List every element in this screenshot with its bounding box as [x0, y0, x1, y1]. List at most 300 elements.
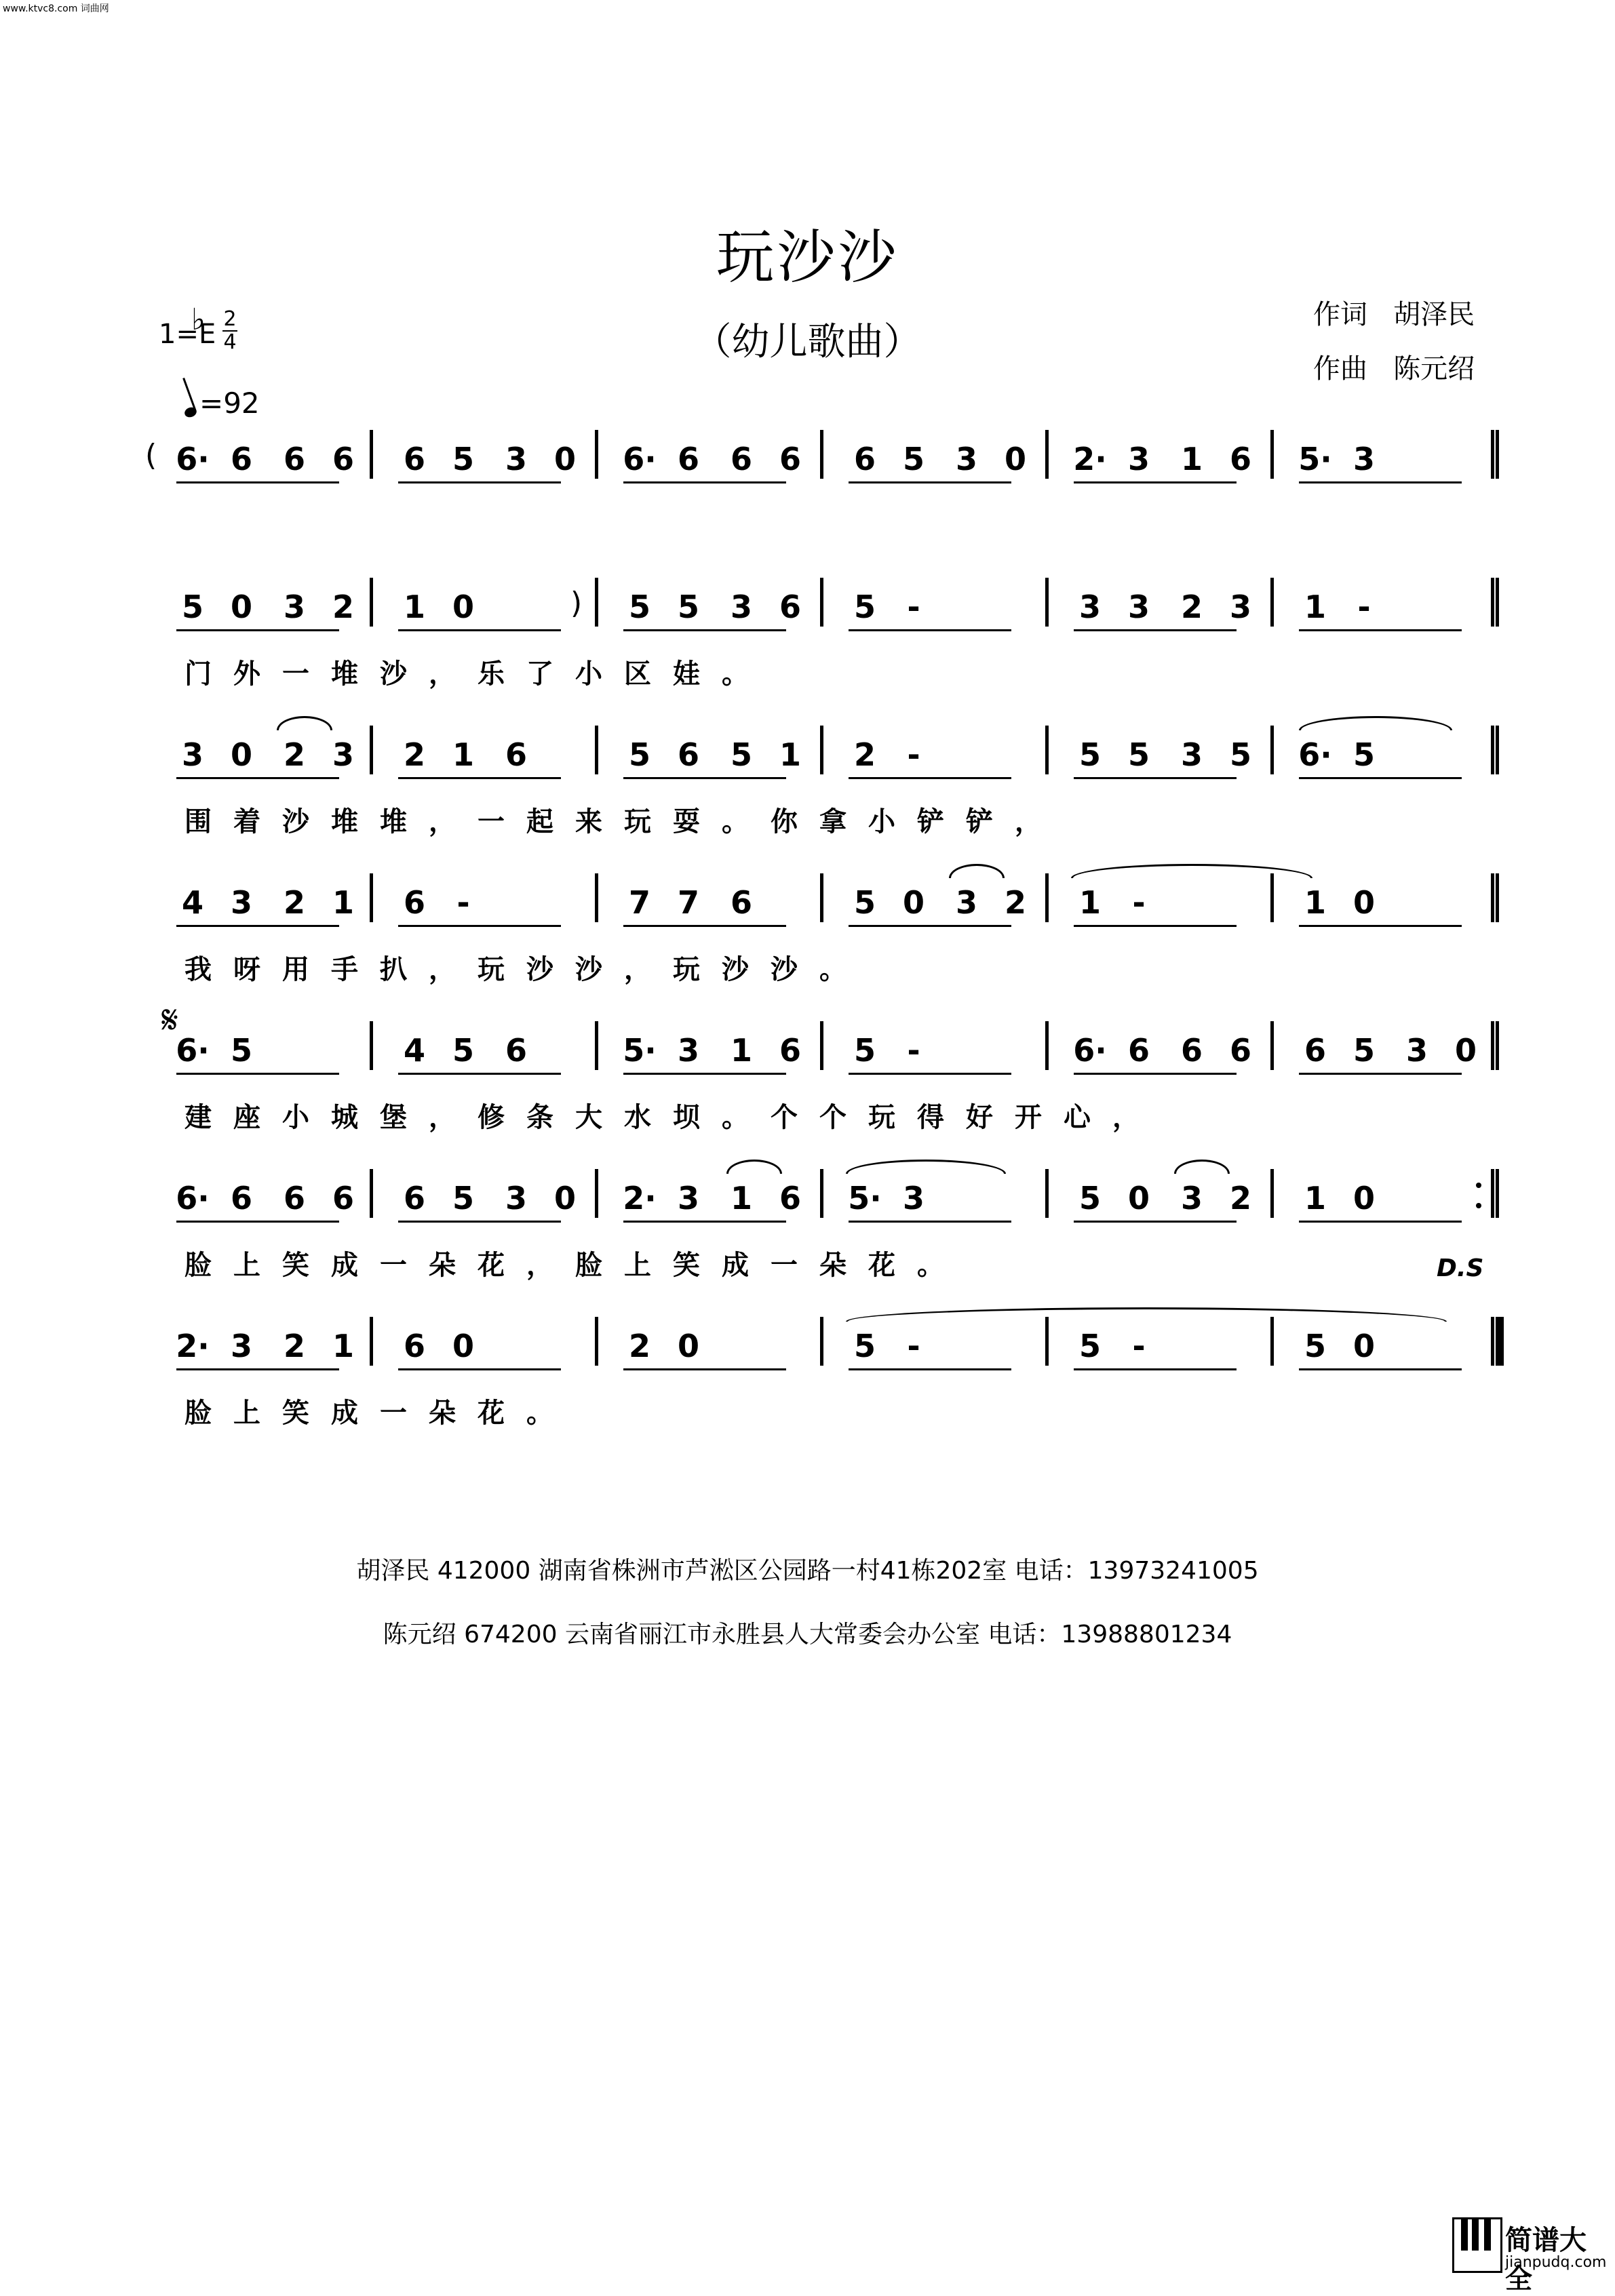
- barline: [595, 1317, 598, 1366]
- barline: [820, 578, 823, 627]
- beam-underline: [623, 777, 786, 779]
- lyric-syllable: 一: [380, 1398, 407, 1429]
- lyric-syllable: 小: [868, 806, 895, 837]
- lyric-syllable: 玩: [868, 1102, 895, 1133]
- note: 5: [452, 441, 474, 477]
- note: -: [1357, 589, 1371, 625]
- lyric-syllable: 笑: [282, 1398, 309, 1429]
- beam-underline: [623, 481, 786, 483]
- lyric-syllable: 沙: [722, 954, 749, 985]
- barline: [595, 873, 598, 922]
- note: 2·: [623, 1180, 657, 1216]
- note: -: [456, 884, 470, 921]
- segno-sign: 𝄋: [161, 997, 178, 1043]
- note: 5·: [1298, 441, 1332, 477]
- note: 5: [1353, 1032, 1375, 1069]
- note: 5: [730, 736, 752, 773]
- barline: [1496, 873, 1499, 922]
- lyric-syllable: 朵: [429, 1398, 456, 1429]
- note: 6: [779, 589, 801, 625]
- note: 3: [1180, 1180, 1203, 1216]
- composer-credit: [1313, 347, 1475, 386]
- lyric-syllable: ，: [429, 1102, 456, 1133]
- beam-underline: [1299, 1221, 1462, 1223]
- lyric-syllable: 沙: [282, 806, 309, 837]
- beam-underline: [398, 1368, 561, 1370]
- beam-underline: [398, 629, 561, 631]
- lyric-syllable: 上: [233, 1250, 260, 1281]
- lyric-syllable: 耍: [673, 806, 700, 837]
- note: 0: [1353, 1180, 1375, 1216]
- lyric-syllable: ，: [429, 658, 456, 690]
- note: 1: [730, 1032, 752, 1069]
- note: 5: [1229, 736, 1251, 773]
- song-subtitle: （幼儿歌曲）: [693, 320, 922, 364]
- note: 5: [628, 589, 650, 625]
- note: 6·: [1073, 1032, 1107, 1069]
- note: 3: [283, 589, 305, 625]
- lyric-syllable: 成: [331, 1398, 358, 1429]
- lyric-syllable: 建: [184, 1102, 212, 1133]
- note: 1: [730, 1180, 752, 1216]
- note: 3: [1229, 589, 1251, 625]
- lyric-syllable: 花: [478, 1398, 505, 1429]
- barline: [1496, 578, 1499, 627]
- lyric-syllable: ，: [1112, 1102, 1140, 1133]
- note: 6: [283, 441, 305, 477]
- note: 2: [283, 1328, 305, 1364]
- note: 0: [553, 441, 576, 477]
- barline: [595, 578, 598, 627]
- lyric-syllable: 好: [966, 1102, 993, 1133]
- lyric-syllable: ，: [429, 806, 456, 837]
- note: 6: [677, 736, 699, 773]
- note: 2: [283, 884, 305, 921]
- note: 6: [1229, 1032, 1251, 1069]
- closing-paren: ): [570, 586, 583, 620]
- note: 2·: [176, 1328, 210, 1364]
- note: 3: [1180, 736, 1203, 773]
- note: 6·: [176, 1032, 210, 1069]
- opening-paren: (: [145, 438, 157, 473]
- lyric-syllable: 沙: [380, 658, 407, 690]
- beam-underline: [849, 777, 1011, 779]
- lyric-syllable: 一: [771, 1250, 798, 1281]
- note: 3: [1405, 1032, 1428, 1069]
- note: 6: [1127, 1032, 1150, 1069]
- note: 5: [1078, 736, 1101, 773]
- note: 0: [1454, 1032, 1477, 1069]
- note: 3: [955, 884, 977, 921]
- beam-underline: [1299, 925, 1462, 927]
- lyric-syllable: 。: [917, 1250, 944, 1281]
- barline: [370, 873, 373, 922]
- barline: [595, 1169, 598, 1218]
- note: 5: [853, 589, 876, 625]
- lyric-syllable: 了: [526, 658, 553, 690]
- barline: [1496, 726, 1499, 774]
- note: -: [1132, 1328, 1146, 1364]
- beam-underline: [1299, 1368, 1462, 1370]
- note: 6: [283, 1180, 305, 1216]
- note: 5: [1078, 1180, 1101, 1216]
- note: 5·: [848, 1180, 882, 1216]
- lyric-syllable: ，: [429, 954, 456, 985]
- note: 6: [730, 884, 752, 921]
- barline: [370, 430, 373, 479]
- lyric-syllable: 坝: [673, 1102, 700, 1133]
- lyric-syllable: 朵: [819, 1250, 847, 1281]
- lyric-syllable: 花: [478, 1250, 505, 1281]
- composer-name: 陈元绍: [1393, 353, 1475, 384]
- note: 5: [1353, 736, 1375, 773]
- lyric-syllable: 一: [380, 1250, 407, 1281]
- note: 0: [1353, 884, 1375, 921]
- note: 2: [853, 736, 876, 773]
- note: 0: [902, 884, 925, 921]
- barline: [820, 1021, 823, 1070]
- lyric-syllable: 着: [233, 806, 260, 837]
- note: -: [907, 1328, 920, 1364]
- lyric-syllable: ，: [526, 1250, 553, 1281]
- lyric-syllable: 一: [282, 658, 309, 690]
- key-prefix: 1=: [159, 319, 199, 350]
- note: 3: [1127, 589, 1150, 625]
- slur: [1071, 864, 1312, 878]
- note: 3: [955, 441, 977, 477]
- song-title: 玩沙沙: [716, 224, 899, 292]
- note: 6·: [623, 441, 657, 477]
- beam-underline: [398, 1073, 561, 1075]
- note: 0: [677, 1328, 699, 1364]
- lyric-syllable: 脸: [184, 1250, 212, 1281]
- note: 5: [1078, 1328, 1101, 1364]
- lyric-syllable: 来: [575, 806, 602, 837]
- barline: [1270, 1169, 1274, 1218]
- piano-icon: [1452, 2217, 1502, 2273]
- note: 1: [1180, 441, 1203, 477]
- lyric-syllable: 成: [722, 1250, 749, 1281]
- note: 1: [1304, 589, 1326, 625]
- note: 2: [1229, 1180, 1251, 1216]
- beam-underline: [1074, 629, 1237, 631]
- barline: [820, 1169, 823, 1218]
- note: 7: [628, 884, 650, 921]
- beam-underline: [623, 629, 786, 631]
- lyric-syllable: 拿: [819, 806, 847, 837]
- barline: [1496, 1021, 1499, 1070]
- lyric-syllable: 堆: [331, 658, 358, 690]
- slur: [846, 1307, 1447, 1322]
- note: 3: [1127, 441, 1150, 477]
- beam-underline: [176, 629, 339, 631]
- flat-symbol: ♭: [191, 302, 206, 337]
- beam-underline: [1299, 1073, 1462, 1075]
- note: 0: [452, 1328, 474, 1364]
- note: 0: [230, 589, 252, 625]
- lyric-syllable: 大: [575, 1102, 602, 1133]
- note: 1: [779, 736, 801, 773]
- note: 3: [677, 1032, 699, 1069]
- beam-underline: [1074, 1368, 1237, 1370]
- barline: [1491, 726, 1494, 774]
- note: 5: [853, 884, 876, 921]
- final-barline: [1498, 1317, 1504, 1366]
- barline: [1045, 1169, 1049, 1218]
- lyric-syllable: 门: [184, 658, 212, 690]
- note: 5·: [623, 1032, 657, 1069]
- lyric-syllable: 玩: [478, 954, 505, 985]
- note: 6·: [176, 441, 210, 477]
- lyric-syllable: 扒: [380, 954, 407, 985]
- lyric-syllable: 条: [526, 1102, 553, 1133]
- lyric-syllable: 笑: [673, 1250, 700, 1281]
- beam-underline: [1074, 1221, 1237, 1223]
- note: 6: [403, 441, 425, 477]
- lyric-syllable: 乐: [478, 658, 505, 690]
- repeat-dot: [1476, 1203, 1481, 1208]
- note: 5: [1127, 736, 1150, 773]
- note: 0: [553, 1180, 576, 1216]
- repeat-dot: [1476, 1183, 1481, 1188]
- barline: [820, 726, 823, 774]
- beam-underline: [1074, 1073, 1237, 1075]
- note: 6: [853, 441, 876, 477]
- note: 6: [779, 1180, 801, 1216]
- note: 5: [853, 1328, 876, 1364]
- note: 7: [677, 884, 699, 921]
- note: 1: [452, 736, 474, 773]
- barline: [1491, 578, 1494, 627]
- lyric-syllable: 堆: [380, 806, 407, 837]
- lyric-syllable: 沙: [575, 954, 602, 985]
- quarter-note-icon: [183, 405, 198, 418]
- beam-underline: [1074, 925, 1237, 927]
- note: 2: [1180, 589, 1203, 625]
- beam-underline: [623, 1368, 786, 1370]
- note: 3: [505, 1180, 527, 1216]
- barline: [370, 1169, 373, 1218]
- note: 3: [677, 1180, 699, 1216]
- barline: [1045, 726, 1049, 774]
- logo-url: jianpudq.com: [1505, 2254, 1607, 2271]
- slur: [1174, 1160, 1230, 1174]
- barline: [370, 578, 373, 627]
- slur: [846, 1160, 1006, 1174]
- lyric-syllable: 。: [722, 1102, 749, 1133]
- note: 1: [403, 589, 425, 625]
- lyric-syllable: 区: [624, 658, 651, 690]
- slur: [726, 1160, 782, 1174]
- note: 5: [902, 441, 925, 477]
- note: 6: [1304, 1032, 1326, 1069]
- barline: [1491, 1021, 1494, 1070]
- beam-underline: [176, 925, 339, 927]
- note: 3: [181, 736, 203, 773]
- note: 0: [230, 736, 252, 773]
- beam-underline: [1299, 481, 1462, 483]
- beam-underline: [1074, 481, 1237, 483]
- beam-underline: [1074, 777, 1237, 779]
- barline: [595, 430, 598, 479]
- note: 3: [505, 441, 527, 477]
- note: 0: [1127, 1180, 1150, 1216]
- lyric-syllable: 花: [868, 1250, 895, 1281]
- note: 1: [332, 1328, 354, 1364]
- note: 5: [853, 1032, 876, 1069]
- lyric-syllable: 你: [771, 806, 798, 837]
- note: 6: [730, 441, 752, 477]
- ds-marking: D.S: [1437, 1254, 1484, 1282]
- note: 5: [1304, 1328, 1326, 1364]
- note: 2·: [1073, 441, 1107, 477]
- lyric-syllable: 个: [819, 1102, 847, 1133]
- beam-underline: [1299, 629, 1462, 631]
- time-signature-top: 2: [223, 307, 237, 331]
- beam-underline: [849, 1221, 1011, 1223]
- lyric-syllable: 朵: [429, 1250, 456, 1281]
- barline: [1270, 1317, 1274, 1366]
- lyric-syllable: 围: [184, 806, 212, 837]
- barline: [820, 1317, 823, 1366]
- note: 6: [332, 441, 354, 477]
- barline: [1491, 873, 1494, 922]
- note: 2: [332, 589, 354, 625]
- beam-underline: [398, 1221, 561, 1223]
- note: 6: [505, 736, 527, 773]
- beam-underline: [623, 925, 786, 927]
- barline: [370, 1021, 373, 1070]
- note: 3: [730, 589, 752, 625]
- beam-underline: [176, 1368, 339, 1370]
- note: 6·: [1298, 736, 1332, 773]
- lyric-syllable: 上: [233, 1398, 260, 1429]
- barline: [1496, 1169, 1499, 1218]
- note: 2: [1004, 884, 1026, 921]
- note: 3: [230, 884, 252, 921]
- lyric-syllable: 水: [624, 1102, 651, 1133]
- lyric-syllable: 上: [624, 1250, 651, 1281]
- lyric-syllable: 座: [233, 1102, 260, 1133]
- lyric-syllable: ，: [624, 954, 651, 985]
- lyric-syllable: 。: [819, 954, 847, 985]
- lyric-syllable: 脸: [575, 1250, 602, 1281]
- lyric-syllable: 。: [722, 806, 749, 837]
- barline: [1045, 1317, 1049, 1366]
- lyricist-name: 胡泽民: [1393, 299, 1475, 330]
- lyric-syllable: 一: [478, 806, 505, 837]
- note: 5: [628, 736, 650, 773]
- note: 3: [332, 736, 354, 773]
- lyric-syllable: 我: [184, 954, 212, 985]
- lyric-syllable: 铲: [966, 806, 993, 837]
- barline: [1045, 430, 1049, 479]
- note: 6: [1180, 1032, 1203, 1069]
- barline: [820, 430, 823, 479]
- barline: [1270, 726, 1274, 774]
- note: 3: [230, 1328, 252, 1364]
- beam-underline: [398, 925, 561, 927]
- note: 3: [1078, 589, 1101, 625]
- barline: [1496, 430, 1499, 479]
- barline: [370, 1317, 373, 1366]
- lyric-syllable: 。: [722, 658, 749, 690]
- note: -: [907, 1032, 920, 1069]
- lyric-syllable: 脸: [184, 1398, 212, 1429]
- barline: [1270, 430, 1274, 479]
- note: 5: [452, 1032, 474, 1069]
- lyricist-credit: [1313, 293, 1475, 332]
- beam-underline: [398, 481, 561, 483]
- note: 5: [452, 1180, 474, 1216]
- beam-underline: [623, 1221, 786, 1223]
- barline: [1270, 578, 1274, 627]
- note: 6: [403, 1328, 425, 1364]
- note: 6: [332, 1180, 354, 1216]
- barline: [1045, 1021, 1049, 1070]
- lyricist-label: 作词: [1313, 299, 1367, 330]
- note: 6: [230, 1180, 252, 1216]
- note: 2: [628, 1328, 650, 1364]
- lyric-syllable: 外: [233, 658, 260, 690]
- barline: [1491, 1317, 1494, 1366]
- note: 6: [403, 1180, 425, 1216]
- note: 1: [1304, 1180, 1326, 1216]
- lyric-syllable: 娃: [673, 658, 700, 690]
- barline: [595, 1021, 598, 1070]
- lyric-syllable: 笑: [282, 1250, 309, 1281]
- barline: [1270, 1021, 1274, 1070]
- lyric-syllable: ，: [1015, 806, 1042, 837]
- footer-line-1: 胡泽民 412000 湖南省株洲市芦淞区公园路一村41栋202室 电话：13973241005: [356, 1557, 1259, 1585]
- time-signature: [222, 309, 237, 353]
- logo-name: 简谱大全: [1505, 2225, 1587, 2295]
- lyric-syllable: 得: [917, 1102, 944, 1133]
- note: 2: [403, 736, 425, 773]
- lyric-syllable: 小: [575, 658, 602, 690]
- note: 6: [779, 441, 801, 477]
- footer-line-2: 陈元绍 674200 云南省丽江市永胜县人大常委会办公室 电话：13988801234: [383, 1621, 1232, 1648]
- note: -: [1132, 884, 1146, 921]
- note: 3: [1353, 441, 1375, 477]
- beam-underline: [849, 925, 1011, 927]
- lyric-syllable: 修: [478, 1102, 505, 1133]
- time-signature-bottom: 4: [223, 330, 237, 354]
- note: 6: [403, 884, 425, 921]
- barline: [1270, 873, 1274, 922]
- lyric-syllable: 心: [1064, 1102, 1091, 1133]
- lyric-syllable: 用: [282, 954, 309, 985]
- lyric-syllable: 开: [1015, 1102, 1042, 1133]
- lyric-syllable: 堡: [380, 1102, 407, 1133]
- note: 6: [505, 1032, 527, 1069]
- note: 5: [181, 589, 203, 625]
- beam-underline: [176, 1221, 339, 1223]
- composer-label: 作曲: [1313, 353, 1367, 384]
- note: 6: [230, 441, 252, 477]
- lyric-syllable: 城: [331, 1102, 358, 1133]
- barline: [1491, 1169, 1494, 1218]
- note: 1: [1078, 884, 1101, 921]
- lyric-syllable: 。: [526, 1398, 553, 1429]
- barline: [1491, 430, 1494, 479]
- lyric-syllable: 沙: [771, 954, 798, 985]
- lyric-syllable: 呀: [233, 954, 260, 985]
- note: 6·: [176, 1180, 210, 1216]
- note: 6: [779, 1032, 801, 1069]
- note: 4: [181, 884, 203, 921]
- lyric-syllable: 手: [331, 954, 358, 985]
